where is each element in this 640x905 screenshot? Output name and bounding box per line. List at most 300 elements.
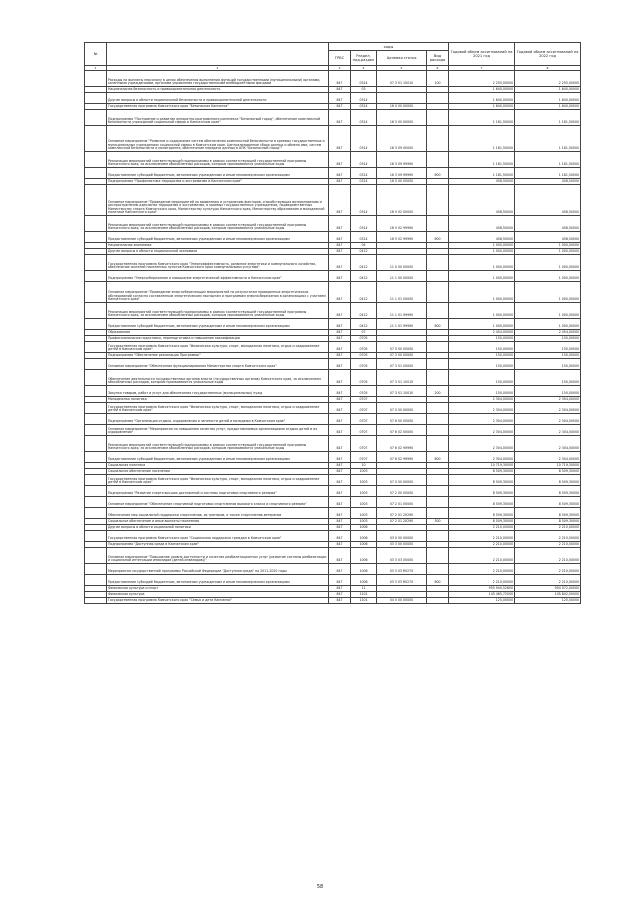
row-section-cell: 0314: [351, 104, 377, 110]
table-row: [85, 475, 581, 486]
row-vid-cell: [427, 425, 449, 436]
table-row: [85, 575, 581, 586]
row-name-cell: Государственная программа Камчатского края "Семья и дети Камчатки": [107, 598, 329, 604]
row-grbs-cell: 847: [329, 575, 351, 586]
row-amount-2022-cell: 1 000,00000: [515, 243, 581, 249]
row-section-cell: 0314: [351, 126, 377, 152]
num-cell: [85, 93, 107, 104]
row-section-cell: 1006: [351, 564, 377, 575]
row-amount-2021-cell: 2 210,00000: [449, 525, 515, 531]
row-amount-2022-cell: 2 304,00000: [515, 414, 581, 425]
row-section-cell: 0412: [351, 282, 377, 303]
row-name-cell: Обеспечение деятельности государственных органов власти (государственных органов) Камчатского края, за исключением обособленных расходов, которым присваиваются уникальные коды: [107, 370, 329, 386]
row-vid-cell: [427, 282, 449, 303]
row-target-cell: 03 0 00 00000: [377, 531, 427, 542]
table-row: [85, 152, 581, 168]
row-grbs-cell: 847: [329, 353, 351, 359]
table-row: [85, 216, 581, 232]
num-cell: [85, 508, 107, 519]
table-row: [85, 403, 581, 414]
row-vid-cell: 600: [427, 168, 449, 179]
row-vid-cell: [427, 403, 449, 414]
row-name-cell: Подпрограмма "Построение и развитие аппаратно-программного комплекса "Безопасный город", обеспечение комплексной безопасности учреждений социальной сферы в Камчатском крае": [107, 110, 329, 126]
table-row: [85, 486, 581, 497]
num-cell: [85, 271, 107, 282]
row-vid-cell: [427, 255, 449, 271]
row-target-cell: 11 1 01 00000: [377, 282, 427, 303]
table-row: [85, 271, 581, 282]
row-section-cell: 1006: [351, 525, 377, 531]
row-grbs-cell: 847: [329, 232, 351, 243]
row-vid-cell: [427, 185, 449, 216]
row-vid-cell: 600: [427, 452, 449, 463]
num-cell: [85, 475, 107, 486]
header-target: Целевая статья: [377, 51, 427, 66]
row-section-cell: 0314: [351, 185, 377, 216]
row-name-cell: Предоставление субсидий бюджетным, автономным учреждениям и иным некоммерческим организациям: [107, 575, 329, 586]
row-grbs-cell: 847: [329, 370, 351, 386]
row-grbs-cell: 847: [329, 71, 351, 87]
table-row: [85, 232, 581, 243]
row-amount-2022-cell: 2 210,00000: [515, 548, 581, 564]
row-section-cell: 11: [351, 586, 377, 592]
header-year-2021: Годовой объем ассигнований на 2021 год: [449, 43, 515, 66]
row-amount-2021-cell: 2 210,00000: [449, 531, 515, 542]
row-name-cell: Физическая культура: [107, 592, 329, 598]
header-vid: Вид расхода: [427, 51, 449, 66]
num-cell: [85, 531, 107, 542]
row-section-cell: 07: [351, 330, 377, 336]
row-section-cell: 0412: [351, 249, 377, 255]
table-row: [85, 598, 581, 604]
row-section-cell: 0314: [351, 179, 377, 185]
row-vid-cell: [427, 598, 449, 604]
row-amount-2021-cell: 150,00000: [449, 359, 515, 370]
row-amount-2022-cell: 1 000,00000: [515, 255, 581, 271]
row-name-cell: Подпрограмма "Доступная среда в Камчатском крае": [107, 542, 329, 548]
num-cell: [85, 359, 107, 370]
row-name-cell: Подпрограмма "Обеспечение реализации Программы": [107, 353, 329, 359]
row-section-cell: 0705: [351, 370, 377, 386]
row-amount-2022-cell: 2 210,00000: [515, 525, 581, 531]
row-grbs-cell: 847: [329, 319, 351, 330]
row-grbs-cell: 847: [329, 497, 351, 508]
row-name-cell: Физическая культура и спорт: [107, 586, 329, 592]
row-grbs-cell: 847: [329, 359, 351, 370]
row-section-cell: 1003: [351, 508, 377, 519]
row-amount-2021-cell: 150,00000: [449, 336, 515, 342]
row-target-cell: 07 2 01 20290: [377, 519, 427, 525]
row-target-cell: 07 3 01 00000: [377, 359, 427, 370]
row-section-cell: 0707: [351, 452, 377, 463]
row-name-cell: Предоставление субсидий бюджетным, автономным учреждениям и иным некоммерческим организациям: [107, 232, 329, 243]
row-section-cell: 0314: [351, 152, 377, 168]
row-name-cell: Государственная программа Камчатского края "Физическая культура, спорт, молодежная политика, отдых и оздоровление детей в Камчатском крае": [107, 342, 329, 353]
row-target-cell: 11 1 00 00000: [377, 271, 427, 282]
row-name-cell: Основное мероприятие "Повышение уровня доступности и качества реабилитационных услуг (развитие системы реабилитации и социальной интеграции инвалидов (детей-инвалидов))": [107, 548, 329, 564]
row-section-cell: 0314: [351, 71, 377, 87]
row-grbs-cell: 847: [329, 519, 351, 525]
row-amount-2022-cell: 1 000,00000: [515, 303, 581, 319]
row-section-cell: 04: [351, 243, 377, 249]
row-name-cell: Национальная экономика: [107, 243, 329, 249]
row-target-cell: 07 6 02 99990: [377, 452, 427, 463]
row-grbs-cell: 847: [329, 216, 351, 232]
row-amount-2021-cell: 1 000,00000: [449, 243, 515, 249]
row-amount-2021-cell: 458,50000: [449, 185, 515, 216]
row-grbs-cell: 847: [329, 330, 351, 336]
row-section-cell: 0707: [351, 436, 377, 452]
row-name-cell: Государственная программа Камчатского края "Социальная поддержка граждан в Камчатском крае": [107, 531, 329, 542]
row-name-cell: Подпрограмма "Профилактика терроризма и экстремизма в Камчатском крае": [107, 179, 329, 185]
row-amount-2022-cell: 150,00000: [515, 353, 581, 359]
row-name-cell: Реализация мероприятий соответствующей подпрограммы в рамках соответствующей государственной программы Камчатского края, за исключением обособленных расходов, которым присваиваются уникальные коды: [107, 152, 329, 168]
table-row: [85, 342, 581, 353]
table-row: [85, 185, 581, 216]
budget-table-sheet: [84, 42, 580, 604]
row-grbs-cell: 847: [329, 486, 351, 497]
row-amount-2022-cell: 458,50000: [515, 232, 581, 243]
row-grbs-cell: 847: [329, 469, 351, 475]
row-amount-2021-cell: 458,50000: [449, 216, 515, 232]
header-index-cell: 5: [377, 66, 427, 71]
budget-table: [84, 42, 581, 604]
row-vid-cell: [427, 475, 449, 486]
header-codes: коды: [329, 43, 449, 51]
table-row: [85, 531, 581, 542]
row-vid-cell: [427, 216, 449, 232]
row-amount-2021-cell: 150,00000: [449, 342, 515, 353]
row-amount-2022-cell: 2 210,00000: [515, 575, 581, 586]
row-section-cell: 0705: [351, 342, 377, 353]
row-name-cell: Основное мероприятие "Мероприятия по повышению качества услуг, предоставляемых организациями отдыха детей и их оздоровления": [107, 425, 329, 436]
row-grbs-cell: 847: [329, 531, 351, 542]
row-name-cell: Реализация мероприятий соответствующей подпрограммы в рамках соответствующей государственной программы Камчатского края, за исключением обособленных расходов, которым присваиваются уникальные коды: [107, 436, 329, 452]
row-vid-cell: [427, 342, 449, 353]
row-amount-2021-cell: 1 000,00000: [449, 282, 515, 303]
row-amount-2022-cell: 2 255,00000: [515, 71, 581, 87]
num-cell: [85, 216, 107, 232]
row-grbs-cell: 847: [329, 282, 351, 303]
num-cell: [85, 319, 107, 330]
row-target-cell: 16 3 09 00000: [377, 126, 427, 152]
row-amount-2022-cell: 2 304,00000: [515, 436, 581, 452]
row-grbs-cell: 847: [329, 168, 351, 179]
row-amount-2022-cell: 150,00000: [515, 342, 581, 353]
row-grbs-cell: 847: [329, 592, 351, 598]
table-row: [85, 548, 581, 564]
row-amount-2022-cell: 2 304,00000: [515, 452, 581, 463]
row-amount-2021-cell: 150,00000: [449, 386, 515, 397]
row-target-cell: [377, 93, 427, 104]
row-target-cell: 16 3 09 99990: [377, 168, 427, 179]
row-name-cell: Государственная программа Камчатского края "Безопасная Камчатка": [107, 104, 329, 110]
row-amount-2022-cell: 8 509,30000: [515, 486, 581, 497]
header-index-cell: 8: [515, 66, 581, 71]
row-grbs-cell: 847: [329, 104, 351, 110]
row-amount-2022-cell: 8 509,30000: [515, 497, 581, 508]
row-amount-2022-cell: 458,50000: [515, 185, 581, 216]
table-row: [85, 386, 581, 397]
row-amount-2021-cell: 150,00000: [449, 353, 515, 359]
row-target-cell: 07 6 02 99990: [377, 436, 427, 452]
row-grbs-cell: 847: [329, 475, 351, 486]
row-amount-2021-cell: 2 210,00000: [449, 548, 515, 564]
row-amount-2021-cell: 1 181,50000: [449, 152, 515, 168]
row-amount-2021-cell: 1 640,00000: [449, 104, 515, 110]
num-cell: [85, 110, 107, 126]
row-vid-cell: 600: [427, 232, 449, 243]
row-target-cell: 16 5 02 00000: [377, 185, 427, 216]
row-name-cell: Молодежная политика: [107, 397, 329, 403]
row-target-cell: 07 3 00 00000: [377, 353, 427, 359]
row-amount-2021-cell: 1 640,00000: [449, 87, 515, 93]
row-amount-2022-cell: 8 509,30000: [515, 508, 581, 519]
row-vid-cell: [427, 93, 449, 104]
row-vid-cell: [427, 531, 449, 542]
table-row: [85, 414, 581, 425]
num-cell: [85, 575, 107, 586]
row-target-cell: 16 3 00 00000: [377, 110, 427, 126]
row-target-cell: 07 0 00 00000: [377, 475, 427, 486]
row-section-cell: 1003: [351, 469, 377, 475]
num-cell: [85, 71, 107, 87]
row-section-cell: 1006: [351, 531, 377, 542]
header-index-cell: 7: [449, 66, 515, 71]
row-target-cell: 03 3 03 R0270: [377, 564, 427, 575]
num-cell: [85, 282, 107, 303]
row-grbs-cell: 847: [329, 598, 351, 604]
row-grbs-cell: 847: [329, 185, 351, 216]
header-index-cell: 6: [427, 66, 449, 71]
row-amount-2022-cell: 1 181,50000: [515, 110, 581, 126]
row-amount-2022-cell: 8 509,30000: [515, 475, 581, 486]
header-name: [107, 43, 329, 66]
row-amount-2022-cell: 2 304,00000: [515, 425, 581, 436]
row-grbs-cell: 847: [329, 397, 351, 403]
row-grbs-cell: 847: [329, 271, 351, 282]
row-amount-2022-cell: 1 640,00000: [515, 104, 581, 110]
num-cell: [85, 232, 107, 243]
row-amount-2021-cell: 1 640,00000: [449, 93, 515, 104]
row-vid-cell: [427, 126, 449, 152]
row-vid-cell: 200: [427, 386, 449, 397]
num-cell: [85, 342, 107, 353]
num-cell: [85, 425, 107, 436]
row-amount-2021-cell: 2 304,00000: [449, 414, 515, 425]
row-target-cell: 07 3 01 10010: [377, 370, 427, 386]
row-name-cell: Государственная программа Камчатского края "Физическая культура, спорт, молодежная политика, отдых и оздоровление детей в Камчатском крае": [107, 403, 329, 414]
row-target-cell: 16 5 00 00000: [377, 179, 427, 185]
row-grbs-cell: 847: [329, 336, 351, 342]
row-section-cell: 0707: [351, 397, 377, 403]
row-target-cell: 11 1 01 99990: [377, 303, 427, 319]
row-amount-2021-cell: 2 304,00000: [449, 425, 515, 436]
row-amount-2021-cell: 8 509,30000: [449, 469, 515, 475]
row-name-cell: Обеспечение мер социальной поддержки спортсменов, их тренеров, а также спортсменов-ветеранов: [107, 508, 329, 519]
row-amount-2021-cell: 1 000,00000: [449, 303, 515, 319]
row-amount-2022-cell: 1 000,00000: [515, 319, 581, 330]
row-grbs-cell: 847: [329, 525, 351, 531]
row-amount-2021-cell: 2 255,00000: [449, 71, 515, 87]
row-target-cell: 03 3 00 00000: [377, 542, 427, 548]
row-grbs-cell: 847: [329, 152, 351, 168]
row-amount-2022-cell: 2 210,00000: [515, 542, 581, 548]
row-name-cell: Другие вопросы в области национальной безопасности и правоохранительной деятельности: [107, 93, 329, 104]
row-name-cell: Социальное обеспечение населения: [107, 469, 329, 475]
row-target-cell: 07 6 00 00000: [377, 414, 427, 425]
table-row: [85, 452, 581, 463]
row-section-cell: 0314: [351, 232, 377, 243]
row-amount-2021-cell: 8 509,30000: [449, 519, 515, 525]
row-amount-2022-cell: 954 072,00000: [515, 586, 581, 592]
row-target-cell: 16 0 00 00000: [377, 104, 427, 110]
row-amount-2022-cell: 1 181,50000: [515, 126, 581, 152]
row-section-cell: 0705: [351, 359, 377, 370]
row-section-cell: 1006: [351, 548, 377, 564]
row-section-cell: 0314: [351, 168, 377, 179]
row-name-cell: Основное мероприятие "Обеспечение спортивной подготовки спортсменов высокого класса и спортивного резерва": [107, 497, 329, 508]
num-cell: [85, 414, 107, 425]
row-section-cell: 1101: [351, 598, 377, 604]
row-name-cell: Подпрограмма "Развитие спорта высших достижений и системы подготовки спортивного резерва": [107, 486, 329, 497]
row-name-cell: Мероприятия государственной программы Российской Федерации "Доступная среда" на 2011-2020 годы: [107, 564, 329, 575]
row-section-cell: 0412: [351, 255, 377, 271]
row-section-cell: 1003: [351, 519, 377, 525]
table-row: [85, 282, 581, 303]
row-name-cell: Реализация мероприятий соответствующей подпрограммы в рамках соответствующей государственной программы Камчатского края, за исключением обособленных расходов, которым присваиваются уникальные коды: [107, 216, 329, 232]
row-vid-cell: [427, 152, 449, 168]
row-amount-2021-cell: 2 304,00000: [449, 403, 515, 414]
row-amount-2022-cell: 125,00000: [515, 598, 581, 604]
row-amount-2021-cell: 458,50000: [449, 179, 515, 185]
row-grbs-cell: 847: [329, 342, 351, 353]
row-target-cell: 16 5 02 99990: [377, 216, 427, 232]
row-section-cell: 0707: [351, 425, 377, 436]
row-target-cell: 11 0 00 00000: [377, 255, 427, 271]
row-amount-2022-cell: 2 304,00000: [515, 403, 581, 414]
table-row: [85, 564, 581, 575]
header-index-cell: 3: [329, 66, 351, 71]
row-name-cell: Предоставление субсидий бюджетным, автономным учреждениям и иным некоммерческим организациям: [107, 319, 329, 330]
num-cell: [85, 403, 107, 414]
row-amount-2022-cell: 150,00000: [515, 370, 581, 386]
row-amount-2021-cell: 1 000,00000: [449, 255, 515, 271]
row-vid-cell: [427, 110, 449, 126]
row-amount-2021-cell: 1 000,00000: [449, 271, 515, 282]
row-vid-cell: [427, 370, 449, 386]
num-cell: [85, 548, 107, 564]
table-row: [85, 255, 581, 271]
row-amount-2022-cell: 1 181,50000: [515, 152, 581, 168]
row-name-cell: Реализация мероприятий соответствующей подпрограммы в рамках соответствующей государственной программы Камчатского края, за исключением обособленных расходов, которым присваиваются уникальные коды: [107, 303, 329, 319]
row-amount-2022-cell: 458,50000: [515, 216, 581, 232]
table-row: [85, 319, 581, 330]
row-vid-cell: [427, 508, 449, 519]
row-section-cell: 03: [351, 87, 377, 93]
row-section-cell: 1006: [351, 542, 377, 548]
table-row: [85, 497, 581, 508]
table-row: [85, 93, 581, 104]
row-amount-2022-cell: 1 640,00000: [515, 87, 581, 93]
num-cell: [85, 370, 107, 386]
row-vid-cell: [427, 548, 449, 564]
row-target-cell: 07 2 01 20290: [377, 508, 427, 519]
row-grbs-cell: 847: [329, 463, 351, 469]
row-amount-2021-cell: 8 509,30000: [449, 475, 515, 486]
num-cell: [85, 598, 107, 604]
num-cell: [85, 386, 107, 397]
row-amount-2021-cell: 8 509,30000: [449, 497, 515, 508]
row-target-cell: 03 3 03 00000: [377, 548, 427, 564]
row-vid-cell: [427, 497, 449, 508]
table-row: [85, 436, 581, 452]
row-amount-2021-cell: 2 304,00000: [449, 452, 515, 463]
table-row: [85, 168, 581, 179]
row-name-cell: Национальная безопасность и правоохранительная деятельность: [107, 87, 329, 93]
row-amount-2022-cell: 8 509,30000: [515, 469, 581, 475]
row-grbs-cell: 847: [329, 110, 351, 126]
header-index-cell: 1: [85, 66, 107, 71]
row-vid-cell: [427, 436, 449, 452]
table-body: [85, 71, 581, 604]
row-section-cell: 1101: [351, 592, 377, 598]
row-grbs-cell: 847: [329, 452, 351, 463]
row-amount-2022-cell: 145 842,00000: [515, 592, 581, 598]
row-target-cell: 07 2 00 00000: [377, 486, 427, 497]
row-target-cell: 11 1 01 99990: [377, 319, 427, 330]
row-name-cell: Закупка товаров, работ и услуг для обеспечения государственных (муниципальных) нужд: [107, 386, 329, 397]
row-section-cell: 1003: [351, 486, 377, 497]
row-section-cell: 0314: [351, 110, 377, 126]
row-grbs-cell: 847: [329, 179, 351, 185]
row-target-cell: 16 3 09 99990: [377, 152, 427, 168]
row-amount-2021-cell: 10 719,30000: [449, 463, 515, 469]
row-name-cell: Подпрограмма "Энергосбережение и повышение энергетической эффективности в Камчатском крае": [107, 271, 329, 282]
row-grbs-cell: 847: [329, 425, 351, 436]
row-amount-2022-cell: 2 210,00000: [515, 531, 581, 542]
row-name-cell: Социальная политика: [107, 463, 329, 469]
row-amount-2022-cell: 1 181,50000: [515, 168, 581, 179]
row-grbs-cell: 847: [329, 243, 351, 249]
row-name-cell: Социальное обеспечение и иные выплаты населению: [107, 519, 329, 525]
row-amount-2021-cell: 2 304,00000: [449, 436, 515, 452]
row-section-cell: 0705: [351, 386, 377, 397]
row-name-cell: Государственная программа Камчатского края "Энергоэффективность, развитие энергетики и коммунального хозяйства, обеспечение жителей населенных пунктов Камчатского края коммунальными услугами": [107, 255, 329, 271]
row-amount-2022-cell: 1 000,00000: [515, 271, 581, 282]
header-year-2022: Годовой объем ассигнований на 2022 год: [515, 43, 581, 66]
row-section-cell: 1003: [351, 475, 377, 486]
row-target-cell: 16 5 02 99990: [377, 232, 427, 243]
row-grbs-cell: 847: [329, 303, 351, 319]
row-amount-2021-cell: 458,50000: [449, 232, 515, 243]
row-vid-cell: 100: [427, 71, 449, 87]
header-grbs: ГРБС: [329, 51, 351, 66]
row-amount-2022-cell: 150,00000: [515, 386, 581, 397]
table-header: [85, 43, 581, 71]
row-amount-2022-cell: 150,00000: [515, 336, 581, 342]
row-name-cell: Государственная программа Камчатского края "Физическая культура, спорт, молодежная политика, отдых и оздоровление детей в Камчатском крае": [107, 475, 329, 486]
row-amount-2021-cell: 150,00000: [449, 370, 515, 386]
row-name-cell: Основное мероприятие "Проведение мероприятий по выявлению и устранению факторов, способствующих возникновению и распространению идеологии терроризма и экстремизма, в краевых государственных учреждениях, подведомственных Министерству спорта Камчатского края, Министерству культуры Камчатского края, Министерству образования и молодежной политики Камчатского края": [107, 185, 329, 216]
row-name-cell: Образование: [107, 330, 329, 336]
row-amount-2021-cell: 2 210,00000: [449, 542, 515, 548]
row-vid-cell: 300: [427, 519, 449, 525]
row-amount-2021-cell: 8 509,30000: [449, 486, 515, 497]
row-grbs-cell: 847: [329, 586, 351, 592]
row-target-cell: 07 2 01 00000: [377, 497, 427, 508]
row-target-cell: 07 3 01 10010: [377, 71, 427, 87]
